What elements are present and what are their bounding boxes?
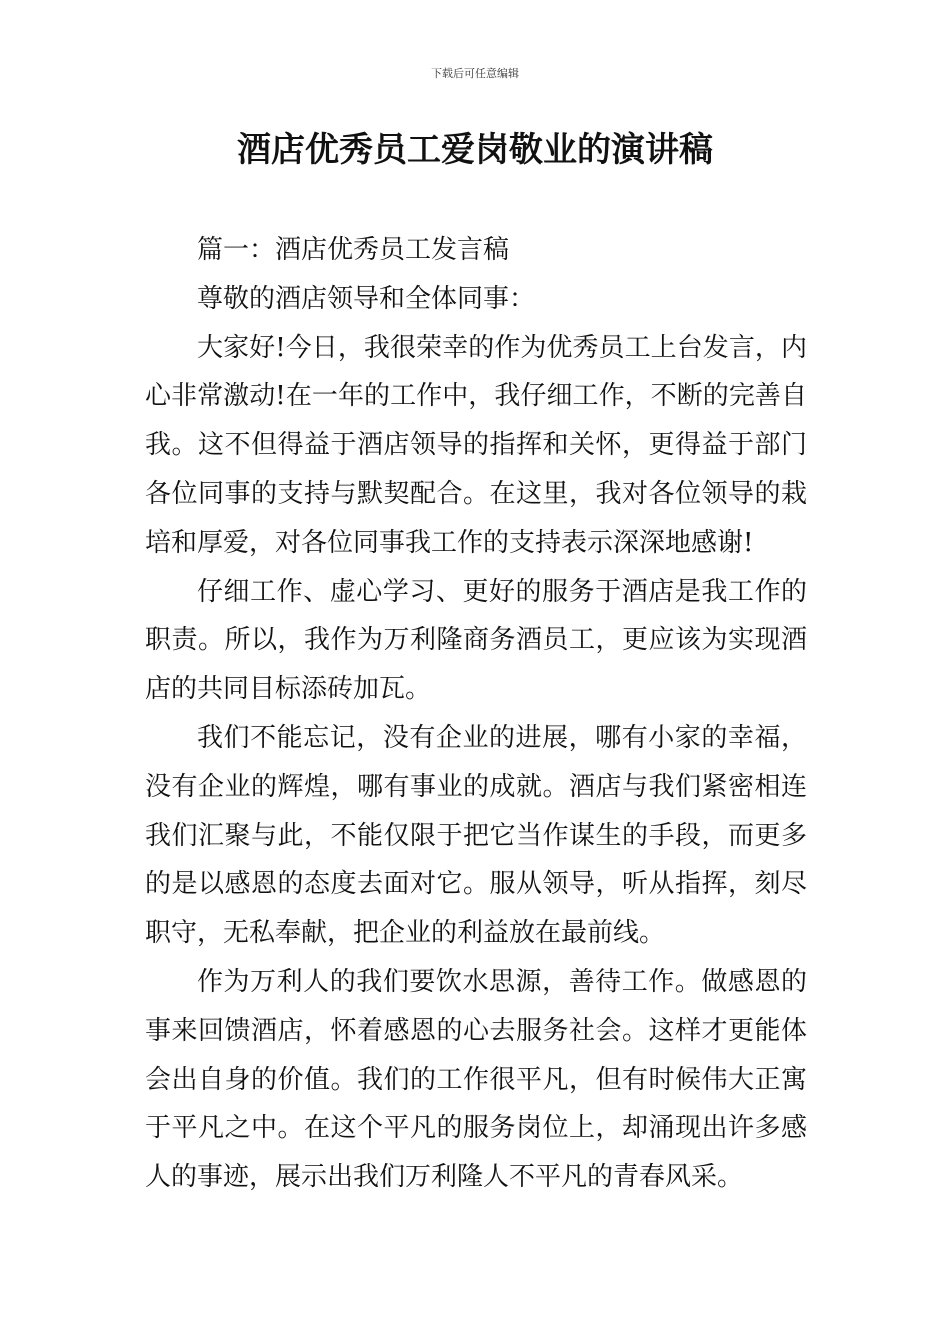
text-line: 事来回馈酒店，怀着感恩的心去服务社会。这样才更能体	[145, 1015, 807, 1046]
text-line: 各位同事的支持与默契配合。在这里，我对各位领导的栽	[145, 478, 807, 509]
text-line: 职守，无私奉献，把企业的利益放在最前线。	[145, 918, 666, 949]
text-line: 尊敬的酒店领导和全体同事：	[197, 283, 536, 314]
text-line: 会出自身的价值。我们的工作很平凡，但有时候伟大正寓	[145, 1064, 807, 1095]
text-line: 我们不能忘记，没有企业的进展，哪有小家的幸福，	[197, 722, 807, 753]
text-line: 大家好!今日，我很荣幸的作为优秀员工上台发言，内	[197, 332, 807, 363]
text-line: 职责。所以，我作为万利隆商务酒员工，更应该为实现酒	[145, 625, 807, 656]
text-line: 我们汇聚与此，不能仅限于把它当作谋生的手段，而更多	[145, 820, 807, 851]
text-line: 的是以感恩的态度去面对它。服从领导，听从指挥，刻尽	[145, 869, 807, 900]
text-line: 培和厚爱，对各位同事我工作的支持表示深深地感谢!	[145, 527, 754, 558]
header-note: 下载后可任意编辑	[431, 67, 519, 80]
text-line: 篇一：酒店优秀员工发言稿	[197, 235, 510, 265]
text-line: 店的共同目标添砖加瓦。	[145, 674, 432, 705]
text-line: 人的事迹，展示出我们万利隆人不平凡的青春风采。	[145, 1162, 744, 1193]
text-line: 心非常激动!在一年的工作中，我仔细工作，不断的完善自	[145, 381, 807, 412]
text-line: 我。这不但得益于酒店领导的指挥和关怀，更得益于部门	[145, 430, 807, 461]
document-title: 酒店优秀员工爱岗敬业的演讲稿	[237, 130, 713, 170]
text-line: 于平凡之中。在这个平凡的服务岗位上，却涌现出许多感	[145, 1113, 807, 1144]
text-line: 仔细工作、虚心学习、更好的服务于酒店是我工作的	[197, 576, 807, 607]
document-body	[145, 226, 807, 1202]
text-line: 没有企业的辉煌，哪有事业的成就。酒店与我们紧密相连	[145, 771, 807, 802]
text-line: 作为万利人的我们要饮水思源，善待工作。做感恩的	[197, 966, 807, 997]
